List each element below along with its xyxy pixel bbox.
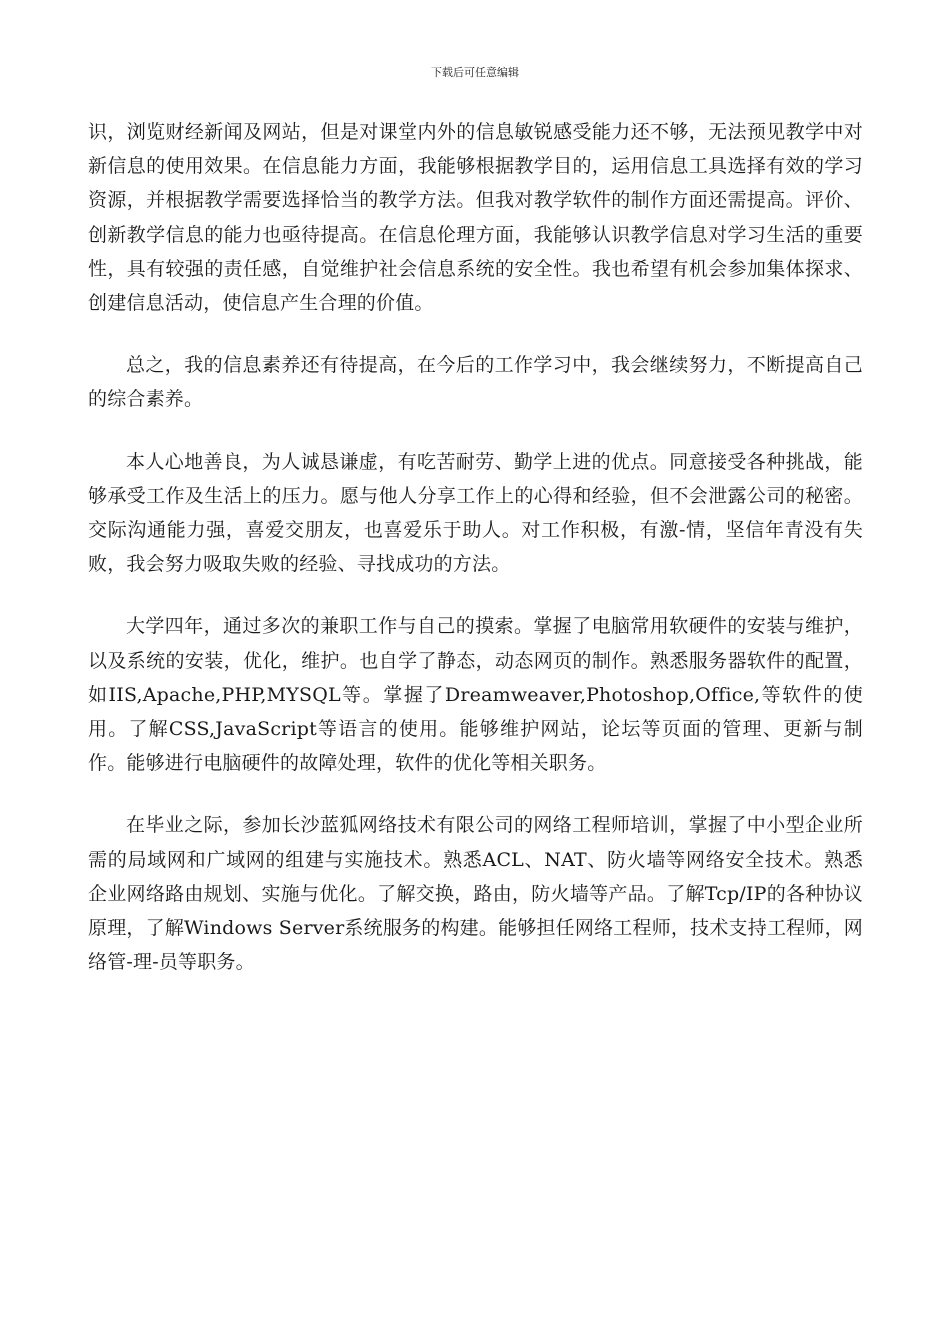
paragraph-network-training: 在毕业之际，参加长沙蓝狐网络技术有限公司的网络工程师培训，掌握了中小型企业所需的局域网和广域网的组建与实施技术。熟悉ACL、NAT、防火墙等网络安全技术。熟悉企业网络路由规划、实施与优化。了解交换，路由，防火墙等产品。了解Tcp/IP的各种协议原理，了解Windows Server系统服务的构建。能够担任网络工程师，技术支持工程师，网络管-理-员等职务。	[88, 814, 863, 974]
paragraph-personality: 本人心地善良，为人诚恳谦虚，有吃苦耐劳、勤学上进的优点。同意接受各种挑战，能够承受工作及生活上的压力。愿与他人分享工作上的心得和经验，但不会泄露公司的秘密。交际沟通能力强，喜爱交朋友，也喜爱乐于助人。对工作积极，有激-情，坚信年青没有失败，我会努力吸取失败的经验、寻找成功的方法。	[88, 450, 863, 576]
paragraph-summary: 总之，我的信息素养还有待提高，在今后的工作学习中，我会继续努力，不断提高自己的综合素养。	[88, 354, 863, 411]
paragraph-university-skills: 大学四年，通过多次的兼职工作与自己的摸索。掌握了电脑常用软硬件的安装与维护，以及系统的安装，优化，维护。也自学了静态，动态网页的制作。熟悉服务器软件的配置，如IIS,Apache,PHP,MYSQL等。掌握了Dreamweaver,Photoshop,Office,等软件的使用。了解CSS,JavaScript等语言的使用。能够维护网站，论坛等页面的管理、更新与制作。能够进行电脑硬件的故障处理，软件的优化等相关职务。	[88, 615, 863, 775]
paragraph-continuation: 识，浏览财经新闻及网站，但是对课堂内外的信息敏锐感受能力还不够，无法预见教学中对新信息的使用效果。在信息能力方面，我能够根据教学目的，运用信息工具选择有效的学习资源，并根据教学需要选择恰当的教学方法。但我对教学软件的制作方面还需提高。评价、创新教学信息的能力也亟待提高。在信息伦理方面，我能够认识教学信息对学习生活的重要性，具有较强的责任感，自觉维护社会信息系统的安全性。我也希望有机会参加集体探求、创建信息活动，使信息产生合理的价值。	[88, 121, 863, 315]
page-header-note: 下载后可任意编辑	[431, 66, 519, 79]
document-body	[88, 115, 863, 1007]
